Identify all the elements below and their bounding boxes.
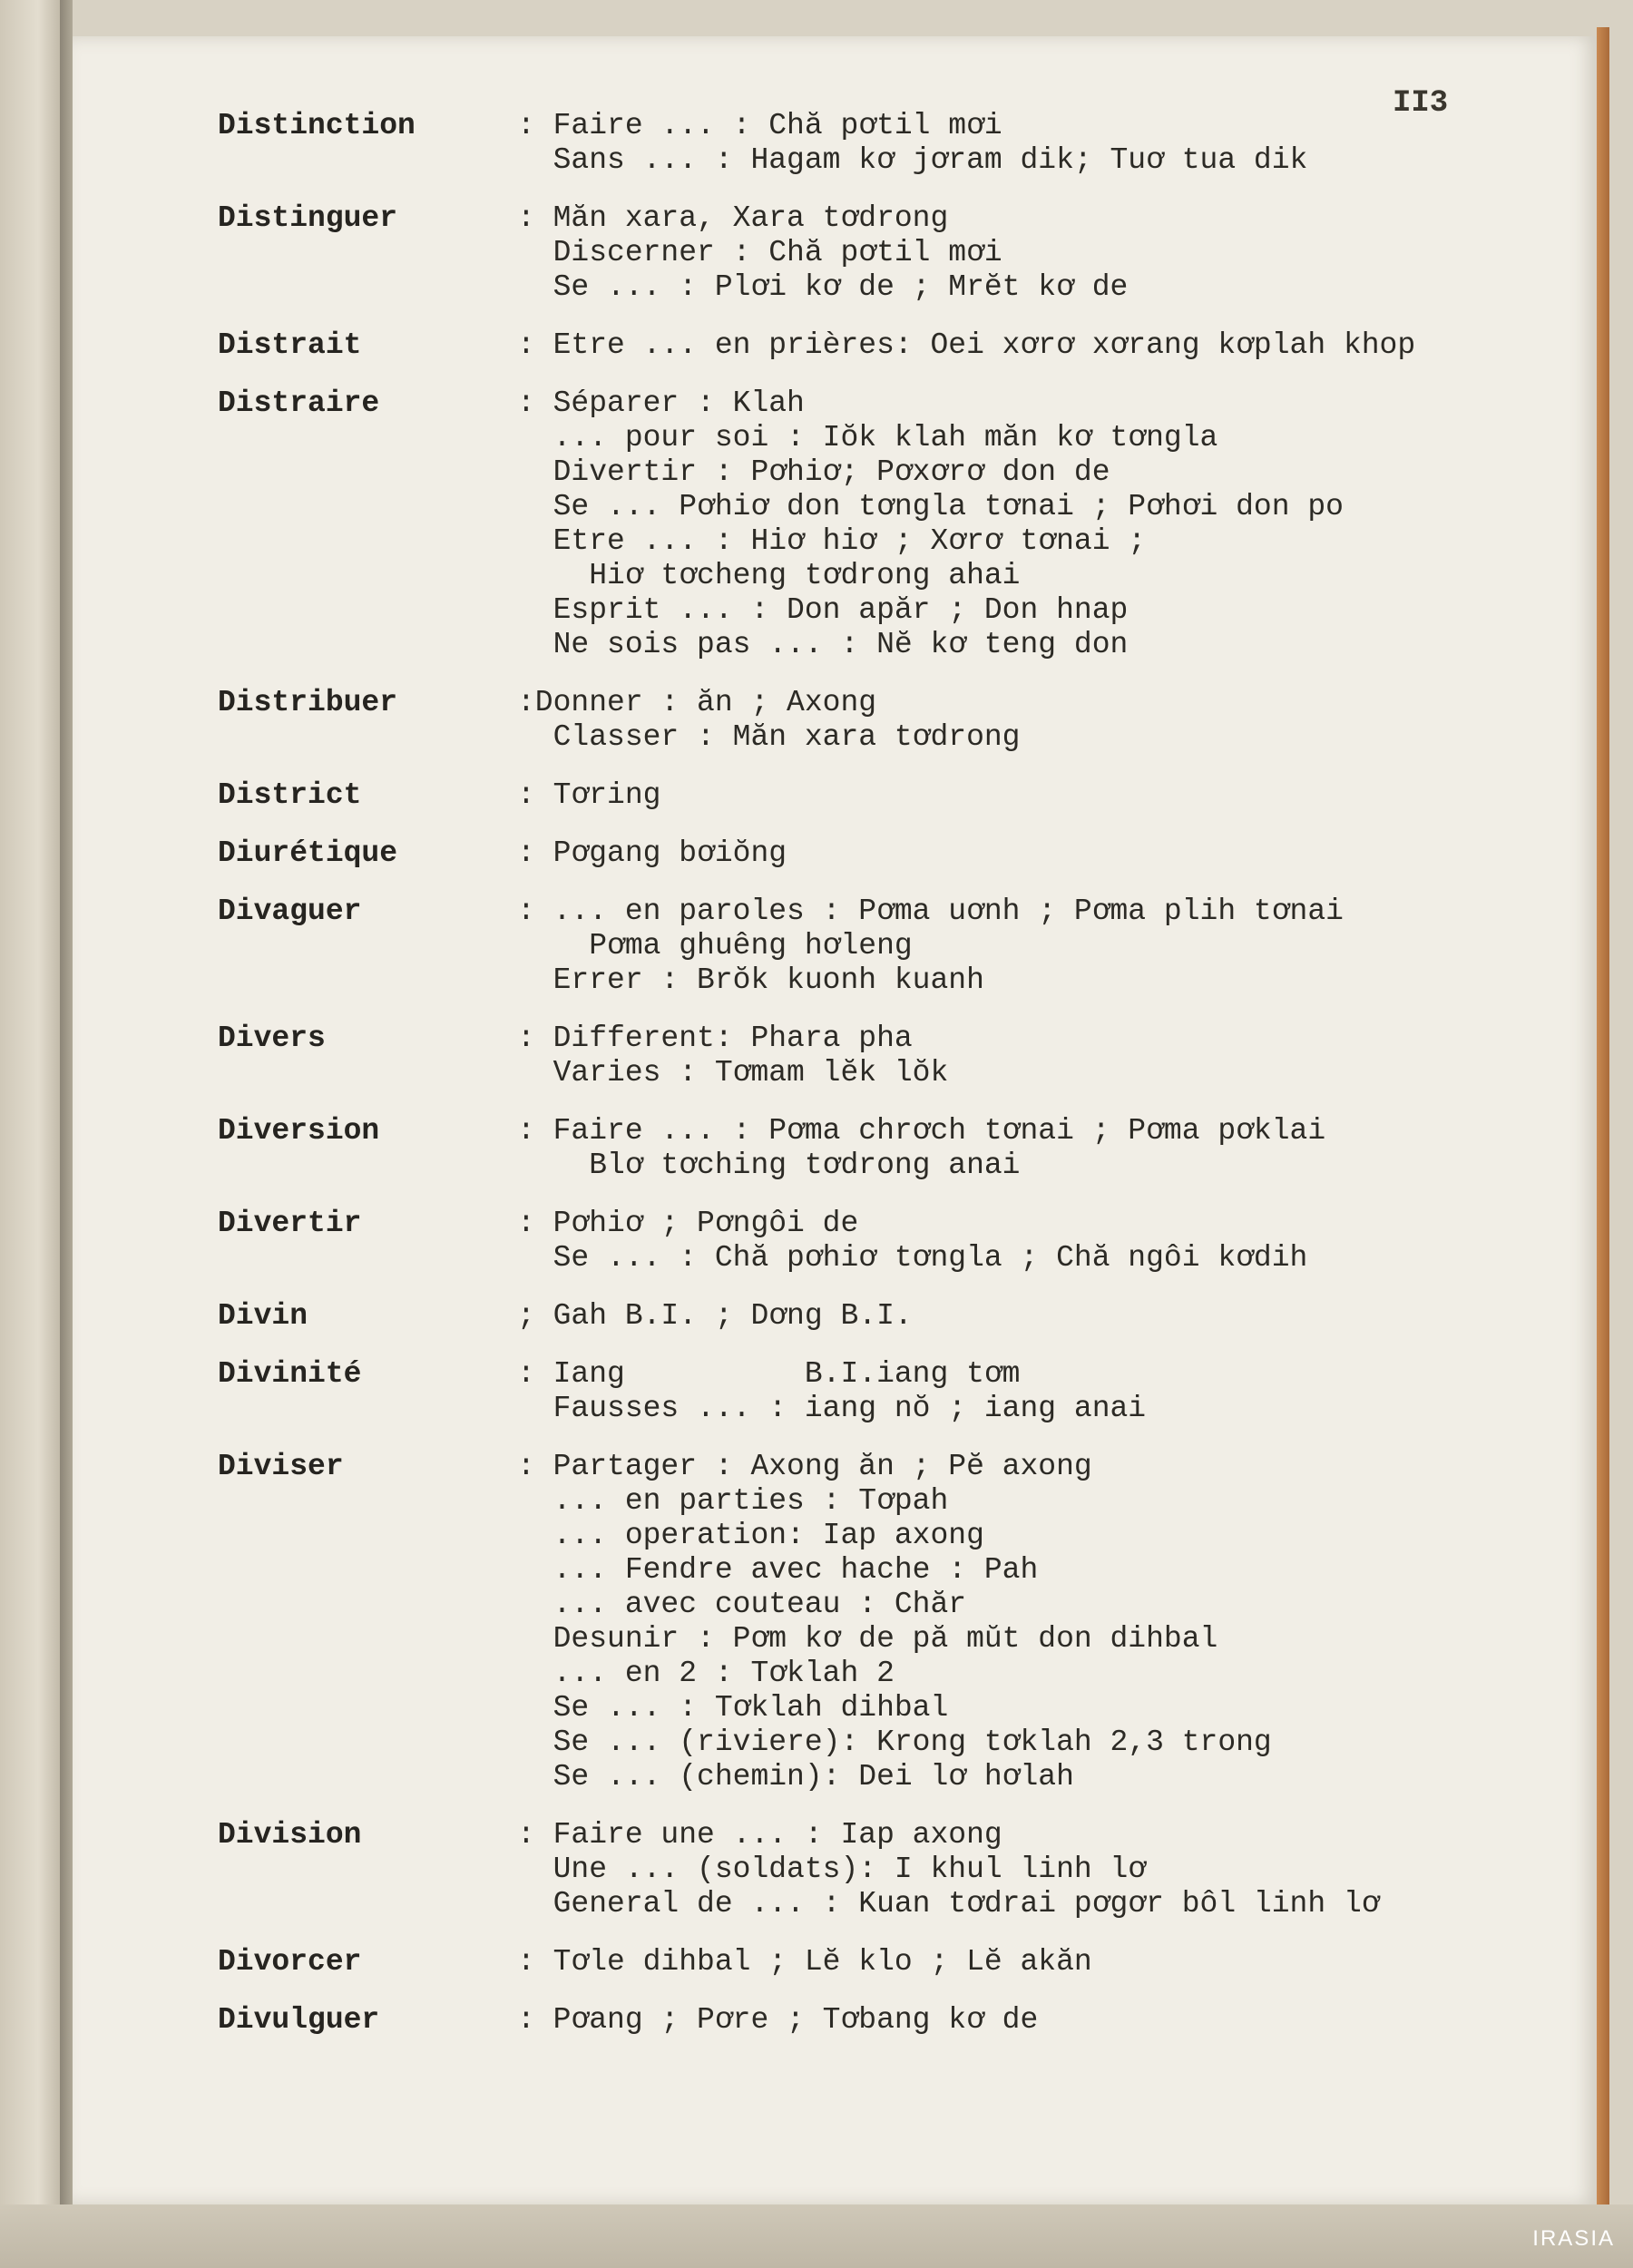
- definition-line: : Măn xara, Xara tơdrong: [517, 201, 949, 235]
- bottom-shade: [0, 2204, 1633, 2268]
- book-gutter: [60, 0, 73, 2268]
- entry-definitions: [517, 1207, 1560, 1276]
- definition-line: Divertir : Pơhiơ; Pơxơrơ don de: [517, 455, 1110, 489]
- definition-line: : Tơring: [517, 778, 661, 812]
- definition-line: : Faire ... : Pơma chrơch tơnai ; Pơma pơklai: [517, 1114, 1326, 1148]
- definition-line: Classer : Măn xara tơdrong: [517, 720, 1021, 754]
- dictionary-entry: [218, 1022, 1560, 1090]
- page-edge: [1597, 27, 1609, 2214]
- definition-line: Etre ... : Hiơ hiơ ; Xơrơ tơnai ;: [517, 524, 1147, 558]
- entry-definitions: [517, 2003, 1560, 2038]
- entry-definitions: [517, 1945, 1560, 1980]
- entry-term: Divaguer: [218, 894, 362, 928]
- entry-term: Distinction: [218, 109, 416, 142]
- entry-term: Divers: [218, 1022, 326, 1055]
- dictionary-entry: [218, 1207, 1560, 1276]
- entry-definitions: [517, 1022, 1560, 1090]
- dictionary-entry: [218, 1945, 1560, 1980]
- definition-line: Se ... : Chă pơhiơ tơngla ; Chă ngôi kơdih: [517, 1241, 1308, 1275]
- definition-line: Errer : Brŏk kuonh kuanh: [517, 963, 984, 997]
- definition-line: Une ... (soldats): I khul linh lơ: [517, 1853, 1147, 1886]
- definition-line: Se ... : Plơi kơ de ; Mrĕt kơ de: [517, 270, 1129, 304]
- definition-line: ... pour soi : Iŏk klah măn kơ tơngla: [517, 421, 1218, 455]
- dictionary-entry: [218, 1114, 1560, 1183]
- entry-term: Distribuer: [218, 686, 398, 719]
- dictionary-entry: [218, 109, 1560, 178]
- definition-line: Se ... (chemin): Dei lơ hơlah: [517, 1760, 1074, 1794]
- entry-definitions: [517, 1357, 1560, 1426]
- facing-page: [0, 0, 64, 2268]
- entry-definitions: [517, 1818, 1560, 1921]
- page-number: II3: [1393, 86, 1449, 121]
- definition-line: : Tơle dihbal ; Lĕ klo ; Lĕ akăn: [517, 1945, 1092, 1979]
- entry-definitions: [517, 894, 1560, 998]
- definition-line: Fausses ... : iang nŏ ; iang anai: [517, 1392, 1147, 1425]
- definition-line: ... avec couteau : Chăr: [517, 1588, 967, 1621]
- definition-line: :Donner : ăn ; Axong: [517, 686, 877, 719]
- definition-line: : Different: Phara pha: [517, 1022, 913, 1055]
- definition-line: : ... en paroles : Pơma uơnh ; Pơma plih tơnai: [517, 894, 1344, 928]
- dictionary-entry: [218, 836, 1560, 871]
- definition-line: ... Fendre avec hache : Pah: [517, 1553, 1039, 1587]
- definition-line: Varies : Tơmam lĕk lŏk: [517, 1056, 949, 1090]
- dictionary-entry: [218, 386, 1560, 662]
- dictionary-entry: [218, 1299, 1560, 1334]
- definition-line: Discerner : Chă pơtil mơi: [517, 236, 1002, 269]
- entry-definitions: [517, 1450, 1560, 1794]
- definition-line: : Pơang ; Pơre ; Tơbang kơ de: [517, 2003, 1039, 2037]
- entry-definitions: [517, 1114, 1560, 1183]
- entry-term: Division: [218, 1818, 362, 1852]
- entry-definitions: [517, 109, 1560, 178]
- definition-line: : Faire une ... : Iap axong: [517, 1818, 1002, 1852]
- entry-definitions: [517, 201, 1560, 305]
- entry-term: Distinguer: [218, 201, 398, 235]
- dictionary-entry: [218, 328, 1560, 363]
- definition-line: Se ... : Tơklah dihbal: [517, 1691, 949, 1725]
- entry-definitions: [517, 836, 1560, 871]
- definition-line: : Pơhiơ ; Pơngôi de: [517, 1207, 859, 1240]
- dictionary-entry: [218, 1818, 1560, 1921]
- dictionary-entry: [218, 778, 1560, 813]
- dictionary-entry: [218, 686, 1560, 755]
- definition-line: ... en 2 : Tơklah 2: [517, 1657, 895, 1690]
- entry-term: Divin: [218, 1299, 308, 1333]
- dictionary-entry: [218, 1357, 1560, 1426]
- definition-line: Hiơ tơcheng tơdrong ahai: [517, 559, 1021, 592]
- dictionary-entry: [218, 2003, 1560, 2038]
- entry-term: Divorcer: [218, 1945, 362, 1979]
- entry-term: Divulguer: [218, 2003, 380, 2037]
- entry-definitions: [517, 386, 1560, 662]
- definition-line: General de ... : Kuan tơdrai pơgơr bôl linh lơ: [517, 1887, 1380, 1921]
- definition-line: Se ... (riviere): Krong tơklah 2,3 trong: [517, 1725, 1272, 1759]
- definition-line: : Partager : Axong ăn ; Pĕ axong: [517, 1450, 1092, 1483]
- entry-term: Divinité: [218, 1357, 362, 1391]
- entry-term: Distrait: [218, 328, 362, 362]
- definition-line: : Pơgang bơiŏng: [517, 836, 787, 870]
- definition-line: ... en parties : Tơpah: [517, 1484, 949, 1518]
- entry-term: District: [218, 778, 362, 812]
- entry-term: Distraire: [218, 386, 380, 420]
- definition-line: : Séparer : Klah: [517, 386, 805, 420]
- definition-line: Desunir : Pơm kơ de pă mŭt don dihbal: [517, 1622, 1218, 1656]
- entry-term: Divertir: [218, 1207, 362, 1240]
- dictionary-entry: [218, 1450, 1560, 1794]
- entry-term: Diurétique: [218, 836, 398, 870]
- definition-line: Ne sois pas ... : Nĕ kơ teng don: [517, 628, 1129, 661]
- definition-line: ; Gah B.I. ; Dơng B.I.: [517, 1299, 913, 1333]
- entry-definitions: [517, 1299, 1560, 1334]
- entry-definitions: [517, 686, 1560, 755]
- definition-line: Esprit ... : Don apăr ; Don hnap: [517, 593, 1129, 627]
- definition-line: : Etre ... en prières: Oei xơrơ xơrang kơplah khop: [517, 328, 1416, 362]
- definition-line: Pơma ghuêng hơleng: [517, 929, 913, 963]
- entry-definitions: [517, 778, 1560, 813]
- definition-line: : Iang B.I.iang tơm: [517, 1357, 1021, 1391]
- watermark: IRASIA: [1532, 2226, 1615, 2251]
- entry-term: Diviser: [218, 1450, 344, 1483]
- definition-line: Blơ tơching tơdrong anai: [517, 1149, 1021, 1182]
- entry-definitions: [517, 328, 1560, 363]
- definition-line: Sans ... : Hagam kơ jơram dik; Tuơ tua dik: [517, 143, 1308, 177]
- dictionary-entry: [218, 201, 1560, 305]
- dictionary-entries: [218, 109, 1560, 2061]
- definition-line: Se ... Pơhiơ don tơngla tơnai ; Pơhơi don po: [517, 490, 1344, 523]
- definition-line: : Faire ... : Chă pơtil mơi: [517, 109, 1002, 142]
- definition-line: ... operation: Iap axong: [517, 1519, 984, 1552]
- dictionary-entry: [218, 894, 1560, 998]
- entry-term: Diversion: [218, 1114, 380, 1148]
